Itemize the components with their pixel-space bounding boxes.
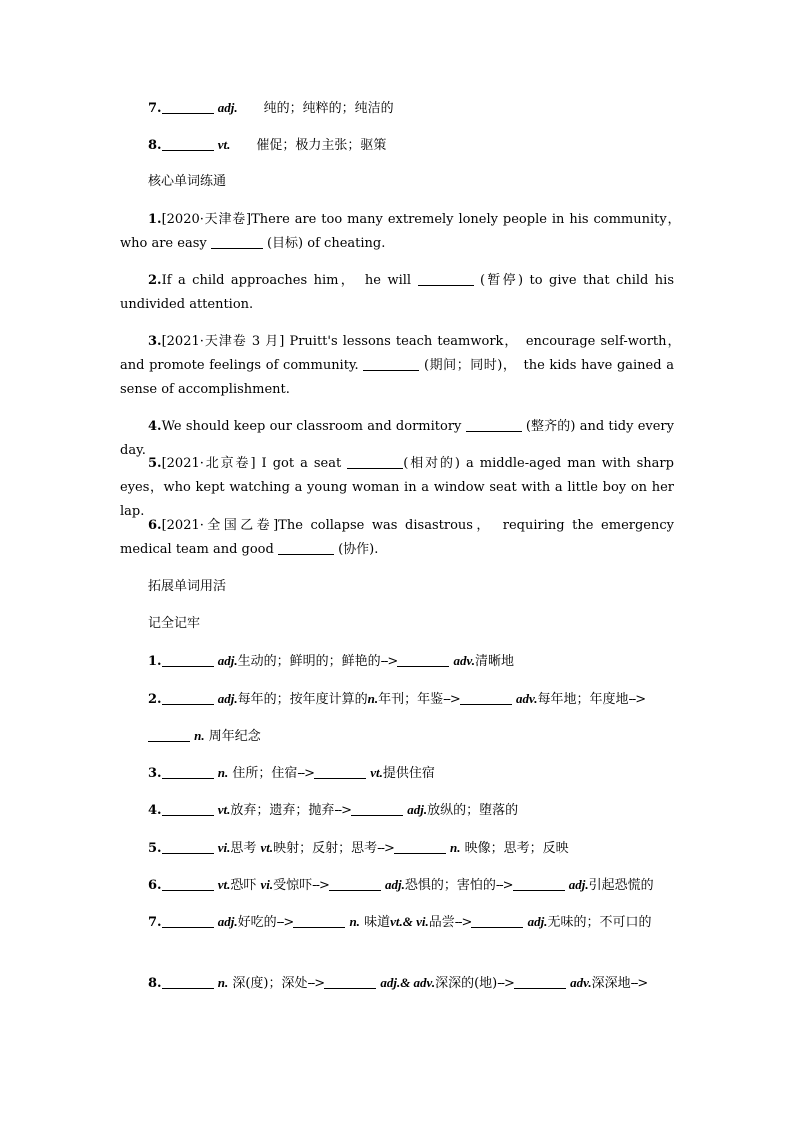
answer-blank[interactable] xyxy=(329,876,381,891)
answer-blank[interactable] xyxy=(394,839,446,854)
answer-blank[interactable] xyxy=(314,764,366,779)
expand-item-2: 2. adj.每年的；按年度计算的n.年刊；年鉴--> adv.每年地；年度地--> xyxy=(148,691,646,707)
answer-blank[interactable] xyxy=(148,727,190,742)
vocab-item-7: 7. adj. 纯的；纯粹的；纯洁的 xyxy=(148,100,394,116)
expand-item-1: 1. adj.生动的；鲜明的；鲜艳的--> adv.清晰地 xyxy=(148,653,514,669)
answer-blank[interactable] xyxy=(513,876,565,891)
expand-item-2-cont: n. 周年纪念 xyxy=(148,724,702,749)
answer-blank[interactable] xyxy=(347,454,403,469)
expand-item-3: 3. n. 住所；住宿--> vt.提供住宿 xyxy=(148,765,435,781)
answer-blank[interactable] xyxy=(466,417,522,432)
expand-item-5: 5. vi.思考 vt.映射；反射；思考--> n. 映像；思考；反映 xyxy=(148,840,569,856)
answer-blank[interactable] xyxy=(418,271,474,286)
answer-blank[interactable] xyxy=(162,99,214,114)
expand-item-6: 6. vt.恐吓 vi.受惊吓--> adj.恐惧的；害怕的--> adj.引起恐慌的 xyxy=(148,877,654,893)
exercise-5: 5.[2021·北京卷] I got a seat (相对的) a middle-aged man with sharp eyes，who kept watching a young woman in a window seat with a little boy on her lap. xyxy=(120,456,674,519)
answer-blank[interactable] xyxy=(324,974,376,989)
answer-blank[interactable] xyxy=(162,839,214,854)
answer-blank[interactable] xyxy=(211,234,263,249)
expand-item-8: 8. n. 深(度)；深处--> adj.& adv.深深的(地)--> adv.深深地--> xyxy=(148,975,648,991)
expand-item-7: 7. adj.好吃的--> n. 味道vt.& vi.品尝--> adj.无味的；不可口的 xyxy=(148,914,652,930)
answer-blank[interactable] xyxy=(162,913,214,928)
exercise-3: 3.[2021·天津卷 3 月] Pruitt's lessons teach teamwork， encourage self-worth， and promote feelings of community. (期间；同时)， the kids have gained a sense of accomplishment. xyxy=(120,334,688,397)
exercise-2: 2.If a child approaches him， he will (暂停) to give that child his undivided attention. xyxy=(120,273,675,312)
exercise-1: 1.[2020·天津卷]There are too many extremely lonely people in his community， who are easy (目标) of cheating. xyxy=(120,212,688,251)
answer-blank[interactable] xyxy=(162,801,214,816)
answer-blank[interactable] xyxy=(471,913,523,928)
expand-item-4: 4. vt.放弃；遗弃；抛弃--> adj.放纵的；堕落的 xyxy=(148,802,519,818)
answer-blank[interactable] xyxy=(460,690,512,705)
answer-blank[interactable] xyxy=(162,974,214,989)
answer-blank[interactable] xyxy=(293,913,345,928)
answer-blank[interactable] xyxy=(162,876,214,891)
answer-blank[interactable] xyxy=(278,540,334,555)
section-heading-core: 核心单词练通 xyxy=(148,174,227,189)
answer-blank[interactable] xyxy=(162,690,214,705)
vocab-item-8: 8. vt. 催促；极力主张；驱策 xyxy=(148,137,387,153)
answer-blank[interactable] xyxy=(397,652,449,667)
answer-blank[interactable] xyxy=(162,136,214,151)
answer-blank[interactable] xyxy=(162,652,214,667)
answer-blank[interactable] xyxy=(514,974,566,989)
answer-blank[interactable] xyxy=(351,801,403,816)
section-heading-extend: 拓展单词用活 xyxy=(148,579,227,594)
section-heading-memorize: 记全记牢 xyxy=(148,616,201,631)
answer-blank[interactable] xyxy=(162,764,214,779)
exercise-6: 6.[2021·全国乙卷]The collapse was disastrous， requiring the emergency medical team and good (协作). xyxy=(120,518,674,557)
exercise-4: 4.We should keep our classroom and dormitory (整齐的) and tidy every day. xyxy=(120,419,674,458)
answer-blank[interactable] xyxy=(363,356,419,371)
